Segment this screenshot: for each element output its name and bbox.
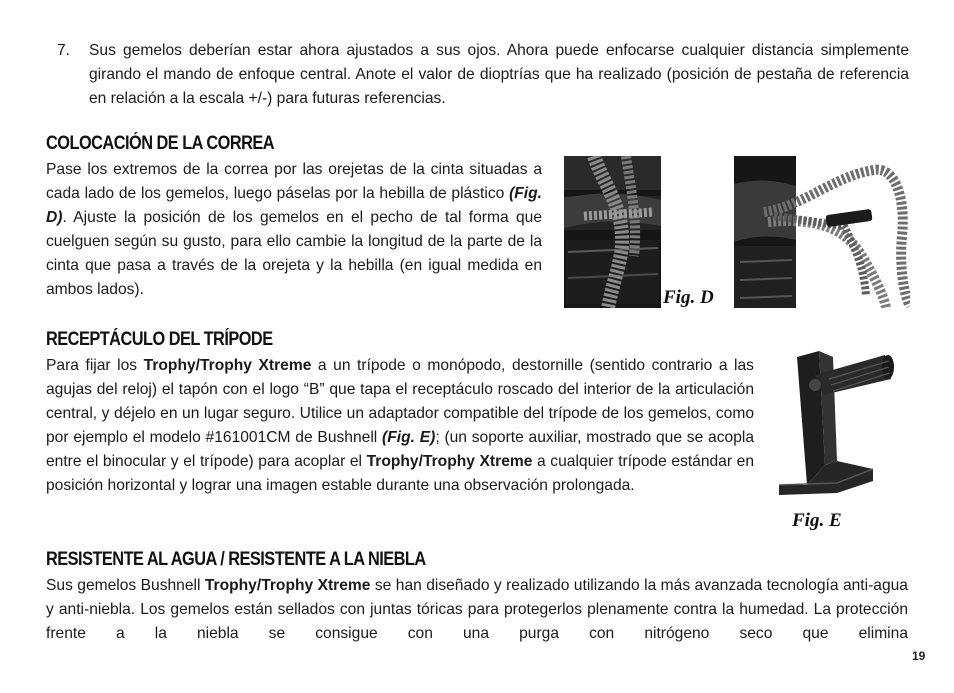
strap-text-a: Pase los extremos de la correa por las orejetas de la cinta situadas a cada lado de los gemelos, luego páselas por la hebilla de plástico — [46, 161, 542, 202]
strap-paragraph — [46, 158, 542, 301]
fig-e-reference: (Fig. E) — [382, 428, 436, 446]
brand-name: Trophy/Trophy Xtreme — [143, 357, 312, 374]
fig-d-reference: (Fig. D) — [46, 184, 542, 226]
step-7-paragraph: Sus gemelos deberían estar ahora ajustados a sus ojos. Ahora puede enfocarse cualquier distancia simplemente girando el mando de enfoque central. Anote el valor de dioptrías que ha realizado (posición de pestaña de referencia en relación a la escala +/-) para futuras referencias. — [89, 42, 909, 107]
tripod-text-b: a un trípode o monópodo, destornille (sentido contrario a las agujas del reloj) el tapón con el logo “B” que tapa el receptáculo roscado del interior de la articulación central, y déjelo en un lugar seguro. Utilice un adaptador compatible del trípode de los gemelos, como por ejemplo el modelo #161001CM de Bushnell — [46, 357, 754, 446]
strap-heading: COLOCACIÓN DE LA CORREA — [46, 133, 275, 154]
strap-text-b: . Ajuste la posición de los gemelos en el pecho de tal forma que cuelguen según su gusto, para ello cambie la longitud de la parte de la cinta que pasa a través de la orejeta y la hebilla (en igual medida en ambos lados). — [46, 208, 542, 298]
fig-d-photo-right — [734, 156, 910, 308]
page-number: 19 — [912, 649, 926, 663]
fig-d-label: Fig. D — [663, 287, 714, 308]
waterproof-text-a: Sus gemelos Bushnell — [46, 577, 205, 594]
tripod-text-a: Para fijar los — [46, 357, 144, 374]
tripod-text-d: a cualquier trípode estándar en posición horizontal y lograr una imagen estable durante una observación prolongada. — [46, 452, 754, 494]
waterproof-text-b: se han diseñado y realizado utilizando la más avanzada tecnología anti-agua y anti-niebla. Los gemelos están sellados con juntas tóricas para protegerlos plenamente contra la humedad. La protección frente a la niebla se consigue con una purga con nitrógeno seco que elimina — [46, 577, 908, 642]
waterproof-heading: RESISTENTE AL AGUA / RESISTENTE A LA NIEBLA — [46, 549, 426, 570]
brand-name: Trophy/Trophy Xtreme — [366, 452, 533, 470]
tripod-text-c: ; (un soporte auxiliar, mostrado que se acopla entre el binocular y el trípode) para acoplar el — [46, 428, 754, 470]
tripod-paragraph — [46, 354, 754, 497]
list-number: 7. — [57, 42, 71, 59]
tripod-heading: RECEPTÁCULO DEL TRÍPODE — [46, 329, 273, 350]
fig-d-photo-left — [564, 156, 724, 308]
fig-e-tripod-adapter-photo — [777, 335, 897, 505]
waterproof-paragraph — [46, 574, 908, 646]
brand-name: Trophy/Trophy Xtreme — [204, 577, 371, 594]
fig-e-label: Fig. E — [792, 510, 842, 531]
